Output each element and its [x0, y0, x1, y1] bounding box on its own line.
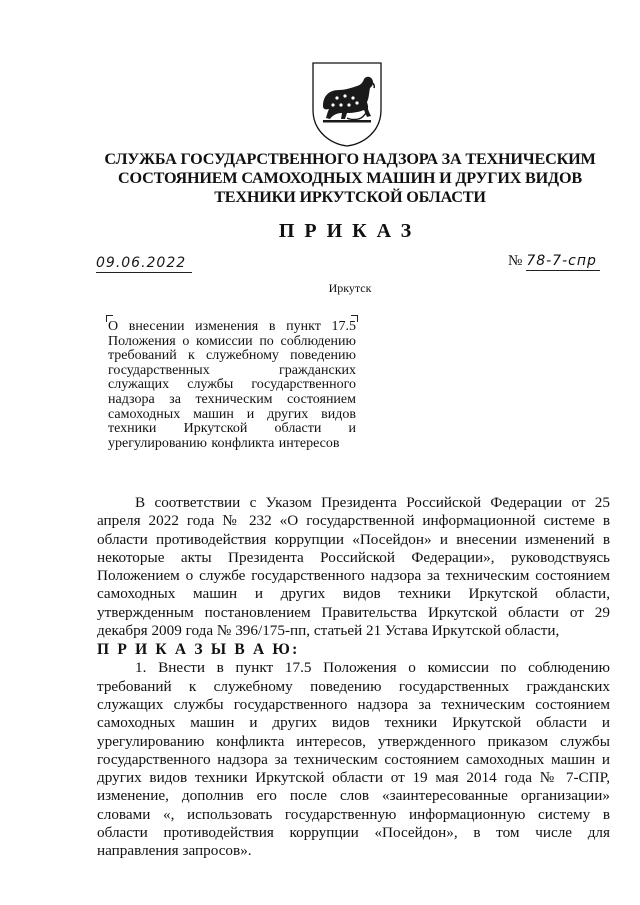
document-city: Иркутск [328, 281, 372, 295]
order-directive-word: П Р И К А З Ы В А Ю: [97, 641, 300, 659]
order-title: ПРИКАЗ [278, 220, 422, 242]
document-date: 09.06.2022 [96, 254, 192, 273]
agency-name: СЛУЖБА ГОСУДАРСТВЕННОГО НАДЗОРА ЗА ТЕХНИЧЕСКИМ СОСТОЯНИЕМ САМОХОДНЫХ МАШИН И ДРУГИХ ВИДОВ ТЕХНИКИ ИРКУТСКОЙ ОБЛАСТИ [104, 150, 596, 206]
coat-of-arms-icon [309, 60, 385, 148]
document-body [97, 494, 610, 861]
preamble-paragraph: В соответствии с Указом Президента Российской Федерации от 25 апреля 2022 года № 232 «О государственной информационной системе в области противодействия коррупции «Посейдон» и внесении изменений в некоторые акты Президента Российской Федерации», руководствуясь Положением о службе государственного надзора за техническим состоянием самоходных машин и других видов техники Иркутской области, утвержденным постановлением Правительства Иркутской области от 29 декабря 2009 года № 396/175-пп, статьей 21 Устава Иркутской области, [97, 494, 610, 640]
document-number-value: 78-7-спр [526, 252, 600, 271]
document-number-label: № [508, 253, 523, 269]
document-number [508, 252, 608, 271]
order-item-1: 1. Внести в пункт 17.5 Положения о комиссии по соблюдению требований к служебному поведению государственных гражданских служащих службы государственного надзора за техническим состоянием самоходных машин и других видов техники Иркутской области и урегулированию конфликта интересов, утвержденного приказом службы государственного надзора за техническим состоянием самоходных машин и других видов техники Иркутской области от 19 мая 2014 года № 7-СПР, изменение, дополнив его после слов «заинтересованные организации» словами «, использовать государственную информационную систему в области противодействия коррупции «Посейдон», в том числе для направления запросов». [97, 659, 610, 860]
document-subject: О внесении изменения в пункт 17.5 Положения о комиссии по соблюдению требований к служебному поведению государственных гражданских служащих службы государственного надзора за техническим состоянием самоходных машин и других видов техники Иркутской области и урегулированию конфликта интересов [108, 319, 356, 451]
